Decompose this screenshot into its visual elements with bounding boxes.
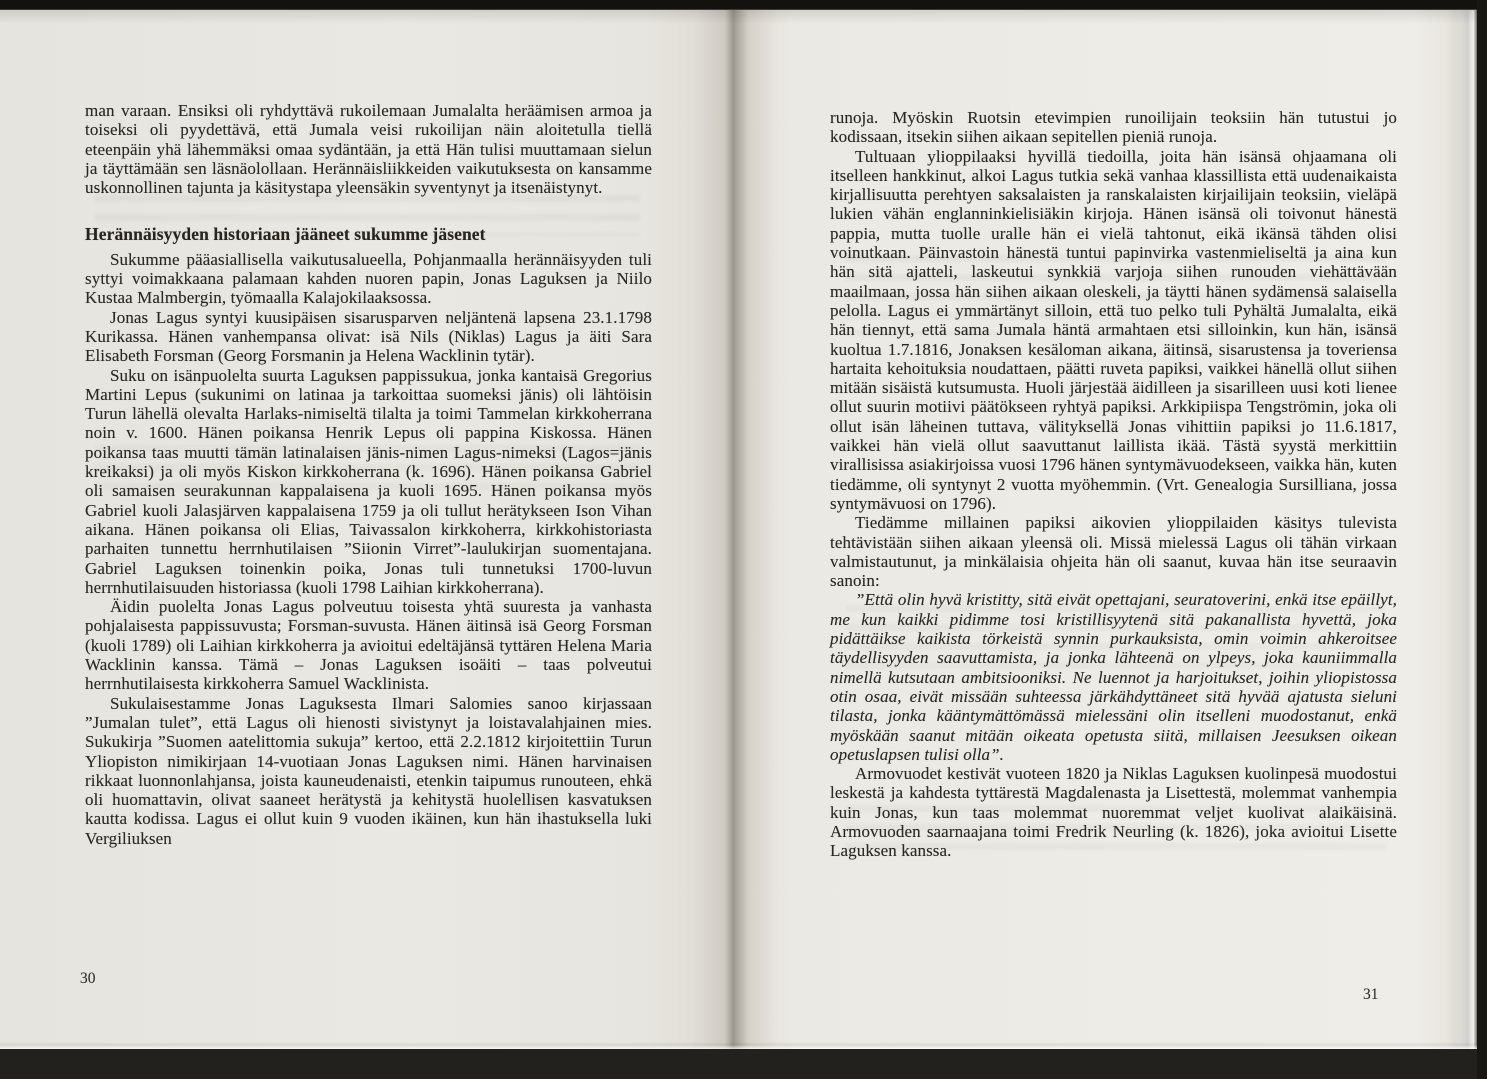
- body-paragraph: Tultuaan ylioppilaaksi hyvillä tiedoilla, joita hän isänsä ohjaamana oli itselleen hankkinut, alkoi Lagus tutkia sekä vanhaa klassillista että uudenaikaista kirjallisuutta perehtyen saksalaisten ja ranskalaisten kirjailijain teoksiin, vieläpä lukien vähän englanninkielisiäkin kirjoja. Hänen isänsä oli toivonut hänestä pappia, mutta tuolle uralle hän ei vielä tahtonut, eikä ikänsä tähden olisi voinutkaan. Päinvastoin hänestä tuntui papinvirka vastenmieliseltä ja aina kun hän sitä ajatteli, laskeutui synkkiä varjoja siihen runouden viehättävään maailmaan, jossa hän siihen aikaan oleskeli, ja täytti hänen sydämensä salaisella pelolla. Lagus ei ymmärtänyt silloin, että tuo pelko tuli Pyhältä Jumalalta, eikä hän tiennyt, että sama Jumala häntä armahtaen etsi silloinkin, kun hän, isänsä kuoltua 1.7.1816, Jonaksen kesäloman aikana, äitinsä, sisarustensa ja toveriensa hartaita kehoituksia noudattaen, päätti ruveta papiksi, vaikkei hänellä ollut siihen mitään sisäistä kutsumusta. Huoli järjestää äidilleen ja sisarilleen uusi koti lienee ollut suurin motiivi päätökseen ryhtyä papiksi. Arkkipiispa Tengströmin, joka oli ollut isän läheinen tuttava, välityksellä Jonas vihittiin papiksi jo 11.6.1817, vaikkei hän vielä ollut saavuttanut laillista ikää. Tästä syystä merkittiin virallisissa asiakirjoissa vuosi 1796 hänen syntymävuodekseen, vaikka hän, kuten tiedämme, oli syntynyt 2 vuotta myöhemmin. (Vrt. Genealogia Sursilliana, jossa syntymävuosi on 1796).: [830, 146, 1397, 513]
- body-paragraph: Sukulaisestamme Jonas Laguksesta Ilmari Salomies sanoo kirjassaan ”Jumalan tulet”, että Lagus oli hienosti sivistynyt ja loistavalahjainen mies. Sukukirja ”Suomen aatelittomia sukuja” kertoo, että 2.2.1812 kirjoitettiin Turun Yliopiston nimikirjaan 14-vuotiaan Jonas Laguksen nimi. Hänen harvinaisen rikkaat luonnonlahjansa, joista kauneudenaisti, etenkin taipumus runouteen, ehkä oli huomattavin, olivat saaneet herätystä ja kehitystä huolellisen kasvatuksen kautta kodissa. Lagus ei ollut kuin 9 vuoden ikäinen, kun hän ihastuksella luki Vergiliuksen: [85, 693, 652, 848]
- page-number-right: 31: [1363, 986, 1379, 1003]
- scan-margin-bottom: [0, 1049, 1487, 1079]
- body-paragraph: man varaan. Ensiksi oli ryhdyttävä rukoilemaan Jumalalta heräämisen armoa ja toiseksi oli pyydettävä, että Jumala veisi rukoilijan näin aloitetulla tiellä eteenpäin yhä lähemmäksi omaa sydäntään, ja että Hän tulisi muuttamaan sielun ja täyttämään sen läsnäolollaan. Herännäisliikkeiden vaikutuksesta on kansamme uskonnollinen tajunta ja käsitystapa yleensäkin syventynyt ja itsenäistynyt.: [85, 101, 652, 198]
- body-paragraph: Suku on isänpuolelta suurta Laguksen pappissukua, jonka kantaisä Gregorius Martini Lepus (sukunimi on latinaa ja tarkoittaa suomeksi jänis) oli lähtöisin Turun lähellä olevalta Harlaks-nimiseltä tilalta ja toimi Tammelan kirkkoherrana noin v. 1600. Hänen poikansa Henrik Lepus oli pappina Kiskossa. Hänen poikansa taas muutti tämän latinalaisen jänis-nimen Lagus-nimeksi (Lagos=jänis kreikaksi) ja oli myös Kiskon kirkkoherrana (k. 1696). Hänen poikansa Gabriel oli samaisen seurakunnan kappalaisena ja kuoli 1695. Hänen poikansa myös Gabriel kuoli Jalasjärven kappalaisena 1759 ja oli tullut herätykseen Ison Vihan aikana. Hänen poikansa oli Elias, Taivassalon kirkkoherra, kirkkohistoriasta parhaiten tunnettu herrnhutilaisen ”Siionin Virret”-laulukirjan suomentajana. Gabriel Laguksen toinenkin poika, Jonas tuli tunnetuksi 1700-luvun herrnhutilaisuuden historiassa (kuoli 1798 Laihian kirkkoherrana).: [85, 365, 652, 597]
- block-quote: ”Että olin hyvä kristitty, sitä eivät opettajani, seuratoverini, enkä itse epäillyt, me kun kaikki pidimme tosi kristillisyytenä sitä pakanallista hyvettä, joka pidättäikse kaikista törkeistä synnin purkauksista, omin voimin ahkeroitsee täydellisyyden saavuttamista, ja jonka lähteenä on ylpeys, joka kauniimmalla nimellä kutsutaan ambitsiooniksi. Ne luennot ja harjoitukset, joihin yliopistossa otin osaa, eivät missään suhteessa järkähdyttäneet sitä hyvää ajatusta sieluni tilasta, jonka kääntymättömässä mielessäni olin itselleni muodostanut, enkä myöskään saanut mitään oikeata opetusta siitä, millaisen Jeesuksen oikean opetuslapsen tulisi olla”.: [830, 590, 1397, 764]
- page-number-left: 30: [80, 970, 96, 987]
- left-page-text-column: [85, 101, 652, 848]
- body-paragraph: Sukumme pääasiallisella vaikutusalueella, Pohjanmaalla herännäisyyden tuli syttyi voimakkaana palamaan kahden nuoren papin, Jonas Laguksen ja Niilo Kustaa Malmbergin, työmaalla Kalajokilaaksossa.: [85, 249, 652, 308]
- scan-margin-top: [0, 0, 1487, 10]
- scan-margin-right: [1477, 0, 1487, 1079]
- body-paragraph: Armovuodet kestivät vuoteen 1820 ja Niklas Laguksen kuolinpesä muodostui leskestä ja kahdesta tyttärestä Magdalenasta ja Lisettestä, molemmat vanhempia kuin Jonas, kun taas molemmat nuoremmat veljet kuolivat alaikäisinä. Armovuoden saarnaajana toimi Fredrik Neurling (k. 1826), joka avioitui Lisette Laguksen kanssa.: [830, 764, 1397, 861]
- right-page-text-column: [830, 108, 1397, 861]
- body-paragraph: Tiedämme millainen papiksi aikovien ylioppilaiden käsitys tulevista tehtävistään siihen aikaan yleensä oli. Missä mielessä Lagus oli tähän virkaan valmistautunut, ja minkälaisia ohjeita hän oli saanut, kuvaa hän itse seuraavin sanoin:: [830, 513, 1397, 591]
- body-paragraph: Jonas Lagus syntyi kuusipäisen sisarusparven neljäntenä lapsena 23.1.1798 Kurikassa. Hänen vanhempansa olivat: isä Nils (Niklas) Lagus ja äiti Sara Elisabeth Forsman (Georg Forsmanin ja Helena Wacklinin tytär).: [85, 307, 652, 366]
- section-heading: Herännäisyyden historiaan jääneet sukumme jäsenet: [85, 224, 486, 245]
- body-paragraph: Äidin puolelta Jonas Lagus polveutuu toisesta yhtä suuresta ja vanhasta pohjalaisesta pappissuvusta; Forsman-suvusta. Hänen äitinsä isä Georg Forsman (kuoli 1789) oli Laihian kirkkoherra ja avioitui edeltäjänsä tyttären Helena Maria Wacklinin kanssa. Tämä – Jonas Laguksen isoäiti – taas polveutui herrnhutilaisesta kirkkoherra Samuel Wacklinista.: [85, 597, 652, 694]
- body-paragraph: runoja. Myöskin Ruotsin etevimpien runoilijain teoksiin hän tutustui jo kodissaan, itsekin siihen aikaan sepitellen pieniä runoja.: [830, 108, 1397, 147]
